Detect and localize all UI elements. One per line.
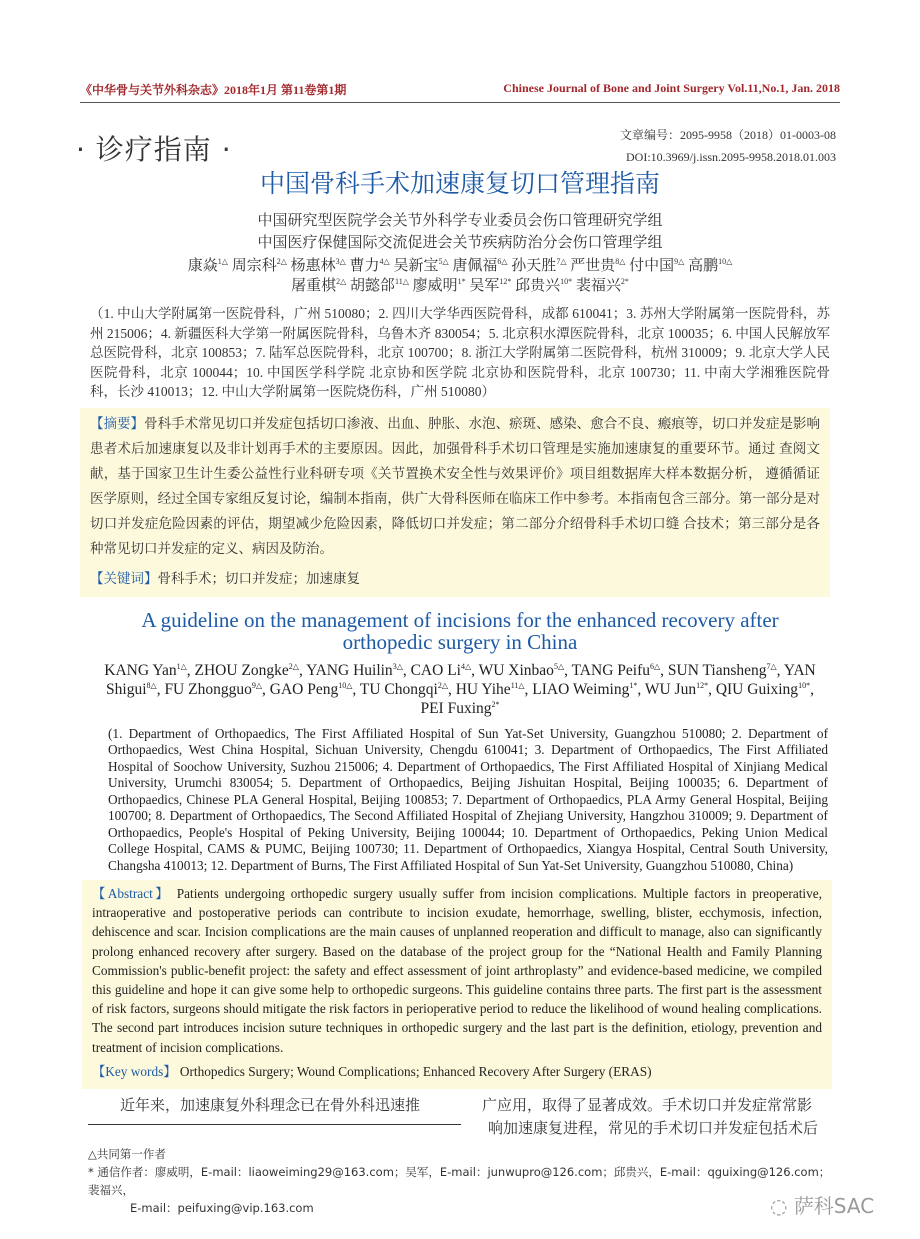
author-affiliation-mark: 8△ [615,257,626,266]
en-keywords [92,1063,822,1081]
en-abstract-text: Patients undergoing orthopedic surgery usually suffer from incision complications. Multiple factors in preoperative, intraoperative and postoperative periods can contribute to incision exudate, hemorrhage, swelling, blister, ecchymosis, infection, dehiscence and scar. Incision complications are the main causes of unplanned reoperation and difficult to manage, also can significantly prolong enhanced recovery after surgery. Based on the database of the project group for the “National Health and Family Planning Commission's public-benefit project: the safety and effect assessment of joint arthroplasty” and evidence-based medicine, we compiled this guideline and hope it can give some help to orthopedic surgeons. This guideline contains three parts. The first part is the assessment of risk factors, surgeons should mitigate the risk factors in perioperative period to reduce the likelihood of wound healing complications. The second part introduces incision suture techniques in orthopedic surgery and the last part is the definition, etiology, prevention and treatment of incision complications. [92,886,822,1055]
header-journal-cn: 《中华骨与关节外科杂志》2018年1月 第11卷第1期 [80,83,347,97]
en-abstract [92,884,822,1057]
article-number: 文章编号：2095-9958（2018）01-0003-08 [620,128,836,142]
author-name: 严世贵 [570,258,616,274]
author-name: KANG Yan [104,661,177,679]
author-name: YAN Shigui [106,661,816,698]
body-left-column: 近年来，加速康复外科理念已在骨外科迅速推 [120,1097,421,1114]
en-title-line-2: orthopedic surgery in China [342,629,578,654]
cn-affiliations: （1. 中山大学附属第一医院骨科，广州 510080；2. 四川大学华西医院骨科，成都 610041；3. 苏州大学附属第一医院骨科，苏州 215006；4. 新疆医科大学第一附属医院骨科，乌鲁木齐 830054；5. 北京积水潭医院骨科，北京 100035；6. 中国人民解放军总医院骨科，北京 100853；7. 陆军总医院骨科，北京 100700；8. 浙江大学附属第二医院骨科，杭州 310009；9. 北京大学人民医院骨科，北京 100044；10. 中国医学科学院 北京协和医学院 北京协和医院骨科，北京 100730；11. 中南大学湘雅医院骨科，长沙 410013；12. 中山大学附属第一医院烧伤科，广州 510080） [90,306,830,399]
author-affiliation-mark: 9△ [674,257,685,266]
en-title-line-1: A guideline on the management of incisions for the enhanced recovery after [141,607,779,632]
cn-keywords-text: 骨科手术；切口并发症；加速康复 [157,570,360,586]
footnote-co-first-author: △共同第一作者 [88,1146,166,1161]
author-affiliation-mark: 10△ [338,680,353,690]
author-affiliation-mark: 4△ [460,661,472,671]
author-affiliation-mark: 8△ [146,680,157,690]
body-right [461,1095,833,1141]
author-name: LIAO Weiming [532,680,630,698]
footnote-corresponding-email: E-mail：peifuxing@vip.163.com [130,1200,314,1215]
author-affiliation-mark: 2* [620,277,629,286]
cn-abstract-box [80,408,830,597]
author-affiliation-mark: 9△ [251,680,263,690]
footnote-divider [88,1124,461,1125]
author-name: 唐佩福 [452,258,498,274]
cn-keywords-label: 【关键词】 [90,570,158,586]
author-name: 周宗科 [231,258,277,274]
author-name: PEI Fuxing [420,699,492,717]
author-name: HU Yihe [455,680,511,698]
author-name: 曹力 [349,258,380,274]
author-name: 裴福兴 [575,278,621,294]
author-name: WU Jun [644,680,697,698]
author-affiliation-mark: 4△ [379,257,390,266]
author-name: SUN Tiansheng [667,661,767,679]
author-affiliation-mark: 11△ [510,680,525,690]
cn-keywords [90,569,820,589]
author-affiliation-mark: 6△ [497,257,508,266]
author-affiliation-mark: 10* [560,277,573,286]
author-affiliation-mark: 2* [491,699,500,709]
author-name: 屠重棋 [291,278,337,294]
section-label: · 诊疗指南 · [76,133,232,166]
en-title [0,609,920,653]
cn-title: 中国骨科手术加速康复切口管理指南 [259,169,660,198]
cn-abstract [90,411,820,561]
author-name: 康焱 [187,258,218,274]
body-right-column-line-1: 广应用，取得了显著成效。手术切口并发症常常影 [482,1097,813,1114]
en-abstract-label: 【Abstract】 [92,886,171,901]
author-affiliation-mark: 7△ [556,257,567,266]
footnote-corresponding: * 通信作者：廖威明，E-mail：liaoweiming29@163.com；吴军，E-mail：junwupro@126.com；邱贵兴，E-mail：qguixing@126.com；裴福兴， [88,1164,831,1197]
en-authors: KANG Yan$^{1\triangle}$, ZHOU Zongke$^{2\triangle}$, YANG Huilin$^{3\triangle}$, CAO $Li^{4\triangle}$, WU Xinbao$^{5\triangle}$, TANG Peifu$^{6\triangle}$, SUN Tiansheng$^{7\triangle}$, YAN Shigui$^{8\triangle}$, FU Zhongguo$^{9\triangle}$, GAO Peng$^{10\triangle}$, TU Chongqi$^{2\triangle}$, HU Yihe$^{11\triangle}$, LIAO Weiming$^{1*}$, WU Jun$^{12*}$, QIU Guixing$^{10*}$, PEI Fuxing$^{2*}$ [104,661,816,717]
author-affiliation-mark: 11△ [395,277,409,286]
author-affiliation-mark: 1△ [217,257,228,266]
author-name: 廖威明 [412,278,458,294]
en-keywords-text: Orthopedics Surgery; Wound Complications; Enhanced Recovery After Surgery (ERAS) [179,1063,652,1079]
author-affiliation-mark: 2△ [288,661,299,671]
author-affiliation-mark: 3△ [335,257,346,266]
author-affiliation-mark: 12* [696,680,709,690]
cn-authors-line-2 [0,276,920,296]
author-name: 吴军 [469,278,500,294]
author-name: FU Zhongguo [164,680,252,698]
author-affiliation-mark: 2△ [276,257,287,266]
cn-abstract-text: 骨科手术常见切口并发症包括切口渗液、出血、肿胀、水泡、瘀斑、感染、愈合不良、瘢痕等，切口并发症是影响 患者术后加速康复以及非计划再手术的主要原因。因此，加强骨科手术切口管理是实施加速康复的重要环节。通过 查阅文献，基于国家卫生计生委公益性行业科研专项《关节置换术安全性与效果评价》项目组数据库大样本数据分析， 遵循循证医学原则，经过全国专家组反复讨论，编制本指南，供广大骨科医师在临床工作中参考。本指南包含三部分。第一部分是对切口并发症危险因素的评估，期望减少危险因素，降低切口并发症；第二部分介绍骨科手术切口缝 合技术；第三部分是各种常见切口并发症的定义、病因及防治。 [90,415,821,556]
author-affiliation-mark: 7△ [766,661,777,671]
author-name: 高鹏 [688,258,719,274]
author-name: GAO Peng [269,680,339,698]
cn-group-1: 中国研究型医院学会关节外科学专业委员会伤口管理研究学组 [257,213,663,229]
body-right-column-line-2: 响加速康复进程，常见的手术切口并发症包括术后 [488,1120,819,1137]
author-name: QIU Guixing [715,680,799,698]
author-affiliation-mark: 12* [499,277,512,286]
author-affiliation-mark: 1* [457,277,466,286]
doi: DOI:10.3969/j.issn.2095-9958.2018.01.003 [626,150,836,164]
author-name: 孙天胜 [511,258,557,274]
header-journal-en: Chinese Journal of Bone and Joint Surgery Vol.11,No.1, Jan. 2018 [503,81,840,95]
en-affiliations: (1. Department of Orthopaedics, The First Affiliated Hospital of Sun Yat-Set University, Guangzhou 510080; 2. Department of Orthopaedics, West China Hospital, Sichuan University, Chengdu 610041; 3. Department of Orthopaedics, The First Affiliated Hospital of Soochow University, Suzhou 215006; 4. Department of Orthopaedics, The First Affiliated Hospital of Xinjiang Medical University, Urumchi 830054; 5. Department of Orthopaedics, Beijing Jishuitan Hospital, Beijing 100035; 6. Department of Orthopaedics, Chinese PLA General Hospital, Beijing 100853; 7. Department of Orthopaedics, PLA Army General Hospital, Beijing 100700; 8. Department of Orthopaedics, The Second Affiliated Hospital of Zhejiang University, Hangzhou 310009; 9. Department of Orthopaedics, People's Hospital of Peking University, Beijing 100044; 10. Department of Orthopaedics, Peking Union Medical College Hospital, CAMS & PUMC, Beijing 100730; 11. Department of Orthopaedics, Xiangya Hospital, Central South University, Changsha 410013; 12. Department of Burns, The First Affiliated Hospital of Sun Yat-Set University, Guangzhou 510080, China) [108,725,828,873]
author-name: CAO Li [410,661,461,679]
article-body [0,168,920,1217]
cn-authors-line-1 [0,256,920,276]
en-abstract-box [82,880,832,1089]
author-name: 胡懿郃 [349,278,395,294]
author-name: TU Chongqi [359,680,438,698]
author-name: 付中国 [629,258,675,274]
body-left [88,1095,461,1141]
author-affiliation-mark: 1△ [176,661,187,671]
author-affiliation-mark: 5△ [553,661,565,671]
author-name: WU Xinbao [478,661,554,679]
author-name: 邱贵兴 [515,278,561,294]
watermark-text: 萨科SAC [793,1194,875,1218]
author-affiliation-mark: 2△ [336,277,347,286]
author-affiliation-mark: 6△ [649,661,661,671]
author-affiliation-mark: 3△ [392,661,403,671]
author-name: 杨惠林 [290,258,336,274]
author-affiliation-mark: 10△ [718,257,733,266]
author-name: TANG Peifu [571,661,650,679]
watermark [770,1190,874,1219]
cn-abstract-label: 【摘要】 [90,415,145,431]
author-affiliation-mark: 1* [629,680,638,690]
en-keywords-label: 【Key words】 [92,1063,177,1079]
author-name: YANG Huilin [306,661,393,679]
author-affiliation-mark: 5△ [438,257,449,266]
running-header [80,78,840,103]
author-affiliation-mark: 2△ [437,680,448,690]
author-name: 吴新宝 [393,258,439,274]
author-name: ZHOU Zongke [194,661,289,679]
body-columns [88,1095,833,1141]
cn-group-2: 中国医疗保健国际交流促进会关节疾病防治分会伤口管理学组 [257,235,663,251]
wechat-icon: ◌ [770,1194,788,1218]
author-affiliation-mark: 10* [798,680,811,690]
